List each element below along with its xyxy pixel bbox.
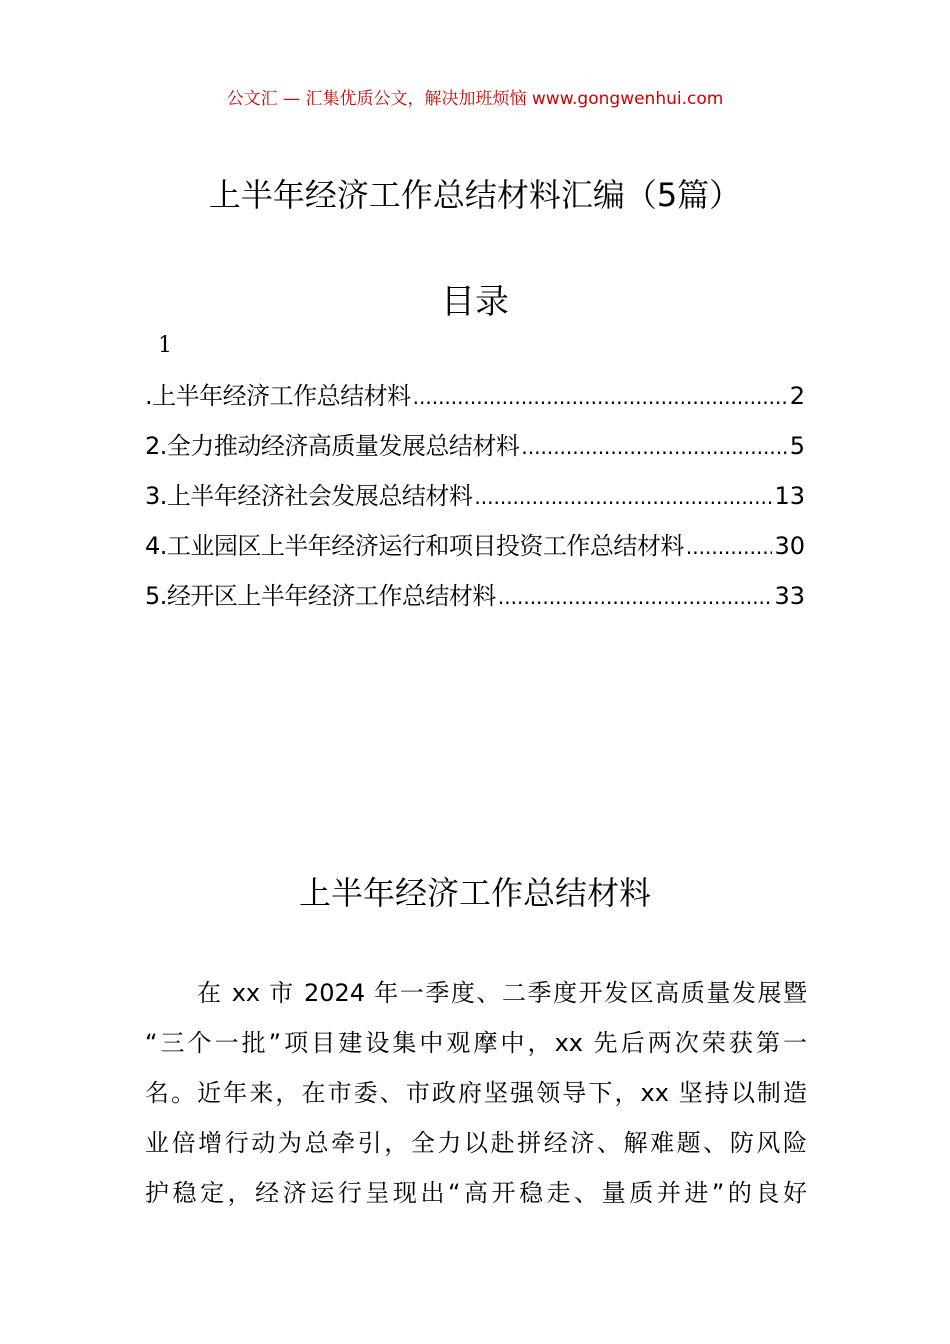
toc-item-label: 3.上半年经济社会发展总结材料 bbox=[145, 482, 473, 510]
body-paragraph bbox=[145, 968, 807, 1218]
section-title: 上半年经济工作总结材料 bbox=[298, 874, 651, 912]
toc-item[interactable] bbox=[145, 371, 805, 421]
toc-item-label: 2.全力推动经济高质量发展总结材料 bbox=[145, 432, 520, 460]
paragraph-line: 在 xx 市 2024 年一季度、二季度开发区高质量发展暨 bbox=[197, 979, 807, 1007]
toc-item-page: 2 bbox=[789, 382, 805, 410]
toc-item[interactable] bbox=[145, 421, 805, 471]
toc-item-page: 13 bbox=[774, 482, 805, 510]
toc-item[interactable] bbox=[145, 521, 805, 571]
toc-item-page: 33 bbox=[774, 582, 805, 610]
site-watermark-header: 公文汇 — 汇集优质公文，解决加班烦恼 www.gongwenhui.com bbox=[226, 89, 724, 109]
toc-leader-dots bbox=[521, 422, 787, 472]
document-title: 上半年经济工作总结材料汇编（5篇） bbox=[208, 176, 742, 214]
toc-stray-number: 1 bbox=[158, 333, 172, 358]
toc-leader-dots bbox=[686, 522, 773, 572]
toc-item-label: 4.工业园区上半年经济运行和项目投资工作总结材料 bbox=[145, 532, 684, 560]
toc-item-page: 30 bbox=[774, 532, 805, 560]
toc-title: 目录 bbox=[441, 282, 509, 322]
paragraph-line: 业倍增行动为总牵引，全力以赴拼经济、解难题、防风险 bbox=[145, 1129, 807, 1157]
toc-item-label: 5.经开区上半年经济工作总结材料 bbox=[145, 582, 496, 610]
paragraph-line: 护稳定，经济运行呈现出“高开稳走、量质并进”的良好 bbox=[145, 1179, 807, 1207]
table-of-contents bbox=[145, 371, 805, 621]
toc-leader-dots bbox=[498, 572, 773, 622]
toc-item-page: 5 bbox=[789, 432, 805, 460]
toc-item[interactable] bbox=[145, 471, 805, 521]
toc-item-label: .上半年经济工作总结材料 bbox=[145, 382, 411, 410]
paragraph-line: “三个一批”项目建设集中观摩中，xx 先后两次荣获第一 bbox=[145, 1029, 807, 1057]
toc-leader-dots bbox=[474, 472, 772, 522]
paragraph-line: 名。近年来，在市委、市政府坚强领导下，xx 坚持以制造 bbox=[145, 1079, 807, 1107]
toc-leader-dots bbox=[413, 372, 788, 422]
toc-item[interactable] bbox=[145, 571, 805, 621]
